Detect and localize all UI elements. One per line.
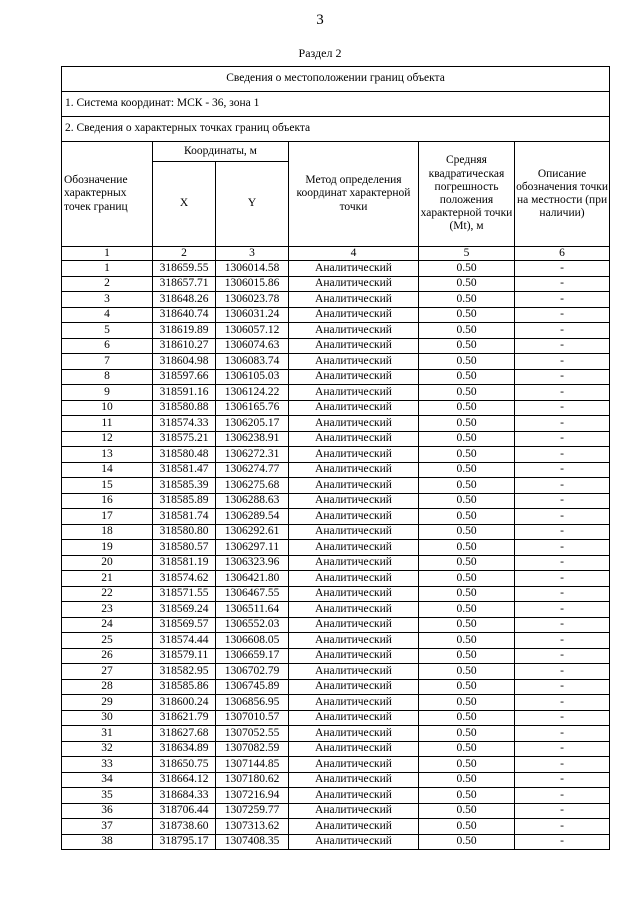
coord-x: 318580.88 [153,400,216,416]
description: - [515,385,610,401]
method: Аналитический [289,447,419,463]
mean-error: 0.50 [419,323,515,339]
method: Аналитический [289,664,419,680]
coord-x: 318580.57 [153,540,216,556]
table-row [62,354,610,370]
coord-y: 1306297.11 [216,540,289,556]
description: - [515,819,610,835]
point-number: 25 [62,633,153,649]
coord-x: 318610.27 [153,338,216,354]
coord-x: 318634.89 [153,741,216,757]
mean-error: 0.50 [419,478,515,494]
mean-error: 0.50 [419,586,515,602]
coord-x: 318571.55 [153,586,216,602]
coord-x: 318664.12 [153,772,216,788]
coord-y: 1306552.03 [216,617,289,633]
coord-x: 318706.44 [153,803,216,819]
table-row [62,307,610,323]
method: Аналитический [289,757,419,773]
mean-error: 0.50 [419,757,515,773]
point-number: 22 [62,586,153,602]
table-row [62,772,610,788]
table-row [62,292,610,308]
section-title: Раздел 2 [298,46,342,60]
point-number: 30 [62,710,153,726]
mean-error: 0.50 [419,369,515,385]
method: Аналитический [289,571,419,587]
coord-x: 318657.71 [153,276,216,292]
mean-error: 0.50 [419,819,515,835]
coord-y: 1306745.89 [216,679,289,695]
coord-x: 318581.47 [153,462,216,478]
coord-x: 318627.68 [153,726,216,742]
coord-y: 1307144.85 [216,757,289,773]
method: Аналитический [289,648,419,664]
coord-y: 1306023.78 [216,292,289,308]
description: - [515,493,610,509]
description: - [515,509,610,525]
table-row [62,571,610,587]
point-number: 1 [62,261,153,277]
header-x: X [153,162,216,247]
mean-error: 0.50 [419,633,515,649]
table-row [62,664,610,680]
method: Аналитический [289,431,419,447]
description: - [515,726,610,742]
description: - [515,834,610,850]
method: Аналитический [289,276,419,292]
coord-x: 318640.74 [153,307,216,323]
coord-y: 1306238.91 [216,431,289,447]
point-number: 7 [62,354,153,370]
point-number: 13 [62,447,153,463]
mean-error: 0.50 [419,741,515,757]
coord-x: 318574.62 [153,571,216,587]
coord-y: 1306421.80 [216,571,289,587]
table-row [62,710,610,726]
mean-error: 0.50 [419,803,515,819]
description: - [515,416,610,432]
header-point-designation: Обозначение характерных точек границ [62,142,153,247]
point-number: 16 [62,493,153,509]
mean-error: 0.50 [419,571,515,587]
point-number: 38 [62,834,153,850]
coord-x: 318575.21 [153,431,216,447]
boundary-points-table [61,66,610,850]
coord-y: 1306205.17 [216,416,289,432]
mean-error: 0.50 [419,664,515,680]
coord-x: 318580.80 [153,524,216,540]
point-number: 33 [62,757,153,773]
coord-y: 1306275.68 [216,478,289,494]
coord-x: 318574.44 [153,633,216,649]
point-number: 9 [62,385,153,401]
coord-y: 1307313.62 [216,819,289,835]
table-row [62,695,610,711]
table-row [62,509,610,525]
coord-x: 318574.33 [153,416,216,432]
header-coordinates: Координаты, м [153,142,289,162]
description: - [515,664,610,680]
coord-x: 318579.11 [153,648,216,664]
coord-y: 1306289.54 [216,509,289,525]
table-row [62,369,610,385]
mean-error: 0.50 [419,493,515,509]
method: Аналитический [289,788,419,804]
point-number: 6 [62,338,153,354]
mean-error: 0.50 [419,447,515,463]
method: Аналитический [289,292,419,308]
method: Аналитический [289,323,419,339]
coord-y: 1306074.63 [216,338,289,354]
point-number: 11 [62,416,153,432]
method: Аналитический [289,493,419,509]
table-row [62,586,610,602]
point-number: 26 [62,648,153,664]
mean-error: 0.50 [419,354,515,370]
column-number: 1 [62,247,153,261]
mean-error: 0.50 [419,509,515,525]
table-row [62,385,610,401]
description: - [515,369,610,385]
mean-error: 0.50 [419,540,515,556]
column-number: 5 [419,247,515,261]
description: - [515,307,610,323]
table-row [62,540,610,556]
coord-y: 1306057.12 [216,323,289,339]
description: - [515,462,610,478]
table-row [62,447,610,463]
description: - [515,586,610,602]
description: - [515,803,610,819]
column-number-row [62,247,610,261]
method: Аналитический [289,400,419,416]
description: - [515,602,610,618]
column-number: 2 [153,247,216,261]
point-number: 2 [62,276,153,292]
method: Аналитический [289,462,419,478]
mean-error: 0.50 [419,710,515,726]
description: - [515,679,610,695]
point-number: 29 [62,695,153,711]
mean-error: 0.50 [419,400,515,416]
table-row [62,555,610,571]
coord-y: 1306702.79 [216,664,289,680]
mean-error: 0.50 [419,385,515,401]
description: - [515,695,610,711]
method: Аналитический [289,772,419,788]
table-row [62,478,610,494]
table-row [62,726,610,742]
header-mean-error: Средняя квадратическая погрешность положения характерной точки (Mt), м [419,142,515,247]
method: Аналитический [289,261,419,277]
point-number: 15 [62,478,153,494]
method: Аналитический [289,354,419,370]
coord-y: 1306659.17 [216,648,289,664]
coord-x: 318684.33 [153,788,216,804]
description: - [515,757,610,773]
point-number: 36 [62,803,153,819]
column-number: 3 [216,247,289,261]
coord-y: 1306124.22 [216,385,289,401]
column-number: 4 [289,247,419,261]
method: Аналитический [289,416,419,432]
coord-y: 1307216.94 [216,788,289,804]
mean-error: 0.50 [419,648,515,664]
table-row [62,493,610,509]
points-section-title: 2. Сведения о характерных точках границ объекта [62,117,610,142]
point-number: 27 [62,664,153,680]
coord-y: 1306467.55 [216,586,289,602]
point-number: 17 [62,509,153,525]
coord-x: 318619.89 [153,323,216,339]
method: Аналитический [289,741,419,757]
coord-x: 318585.89 [153,493,216,509]
point-number: 10 [62,400,153,416]
table-row [62,788,610,804]
coord-x: 318604.98 [153,354,216,370]
table-row [62,602,610,618]
coord-x: 318591.16 [153,385,216,401]
point-number: 31 [62,726,153,742]
method: Аналитический [289,369,419,385]
page-number: 3 [316,12,324,28]
coord-y: 1307082.59 [216,741,289,757]
method: Аналитический [289,617,419,633]
header-y: Y [216,162,289,247]
method: Аналитический [289,478,419,494]
table-row [62,416,610,432]
method: Аналитический [289,524,419,540]
method: Аналитический [289,834,419,850]
coord-y: 1307180.62 [216,772,289,788]
description: - [515,524,610,540]
method: Аналитический [289,509,419,525]
coord-y: 1306015.86 [216,276,289,292]
description: - [515,338,610,354]
method: Аналитический [289,602,419,618]
table-title: Сведения о местоположении границ объекта [62,67,610,92]
mean-error: 0.50 [419,261,515,277]
description: - [515,571,610,587]
table-row [62,323,610,339]
description: - [515,292,610,308]
method: Аналитический [289,307,419,323]
description: - [515,741,610,757]
coord-x: 318582.95 [153,664,216,680]
coord-y: 1306165.76 [216,400,289,416]
point-number: 37 [62,819,153,835]
coord-x: 318597.66 [153,369,216,385]
point-number: 5 [62,323,153,339]
coord-x: 318581.74 [153,509,216,525]
description: - [515,276,610,292]
coord-y: 1307052.55 [216,726,289,742]
mean-error: 0.50 [419,338,515,354]
mean-error: 0.50 [419,834,515,850]
coord-system: 1. Система координат: МСК - 36, зона 1 [62,92,610,117]
table-row [62,819,610,835]
coord-y: 1306292.61 [216,524,289,540]
point-number: 3 [62,292,153,308]
mean-error: 0.50 [419,292,515,308]
point-number: 18 [62,524,153,540]
coord-x: 318795.17 [153,834,216,850]
mean-error: 0.50 [419,555,515,571]
coord-y: 1307408.35 [216,834,289,850]
coord-x: 318569.57 [153,617,216,633]
description: - [515,400,610,416]
mean-error: 0.50 [419,524,515,540]
table-row [62,261,610,277]
table-row [62,633,610,649]
coord-y: 1306105.03 [216,369,289,385]
point-number: 24 [62,617,153,633]
coord-x: 318650.75 [153,757,216,773]
description: - [515,633,610,649]
coord-x: 318600.24 [153,695,216,711]
point-number: 19 [62,540,153,556]
coord-y: 1306608.05 [216,633,289,649]
coord-y: 1306272.31 [216,447,289,463]
table-row [62,648,610,664]
point-number: 32 [62,741,153,757]
point-number: 20 [62,555,153,571]
point-number: 8 [62,369,153,385]
table-row [62,741,610,757]
mean-error: 0.50 [419,695,515,711]
coord-x: 318648.26 [153,292,216,308]
method: Аналитический [289,679,419,695]
table-row [62,757,610,773]
coord-x: 318581.19 [153,555,216,571]
coord-x: 318659.55 [153,261,216,277]
method: Аналитический [289,710,419,726]
table-row [62,834,610,850]
table-row [62,617,610,633]
mean-error: 0.50 [419,307,515,323]
description: - [515,323,610,339]
mean-error: 0.50 [419,462,515,478]
description: - [515,617,610,633]
description: - [515,478,610,494]
point-number: 34 [62,772,153,788]
point-number: 35 [62,788,153,804]
header-description: Описание обозначения точки на местности (при наличии) [515,142,610,247]
point-number: 23 [62,602,153,618]
table-row [62,462,610,478]
coord-y: 1307259.77 [216,803,289,819]
method: Аналитический [289,695,419,711]
table-row [62,679,610,695]
mean-error: 0.50 [419,276,515,292]
point-number: 14 [62,462,153,478]
mean-error: 0.50 [419,431,515,447]
mean-error: 0.50 [419,617,515,633]
method: Аналитический [289,803,419,819]
mean-error: 0.50 [419,788,515,804]
coord-x: 318585.86 [153,679,216,695]
coord-y: 1306323.96 [216,555,289,571]
point-number: 21 [62,571,153,587]
method: Аналитический [289,540,419,556]
coord-y: 1306083.74 [216,354,289,370]
description: - [515,447,610,463]
coord-x: 318621.79 [153,710,216,726]
method: Аналитический [289,633,419,649]
header-method: Метод определения координат характерной точки [289,142,419,247]
mean-error: 0.50 [419,416,515,432]
coord-x: 318580.48 [153,447,216,463]
description: - [515,261,610,277]
method: Аналитический [289,586,419,602]
mean-error: 0.50 [419,602,515,618]
description: - [515,354,610,370]
coord-y: 1306031.24 [216,307,289,323]
table-row [62,803,610,819]
description: - [515,540,610,556]
method: Аналитический [289,385,419,401]
mean-error: 0.50 [419,772,515,788]
coord-x: 318585.39 [153,478,216,494]
table-row [62,524,610,540]
description: - [515,431,610,447]
coord-x: 318738.60 [153,819,216,835]
column-number: 6 [515,247,610,261]
description: - [515,555,610,571]
coord-y: 1306288.63 [216,493,289,509]
method: Аналитический [289,819,419,835]
description: - [515,772,610,788]
coord-y: 1306014.58 [216,261,289,277]
description: - [515,648,610,664]
point-number: 12 [62,431,153,447]
mean-error: 0.50 [419,679,515,695]
point-number: 28 [62,679,153,695]
coord-y: 1306856.95 [216,695,289,711]
coord-y: 1306511.64 [216,602,289,618]
point-number: 4 [62,307,153,323]
method: Аналитический [289,338,419,354]
method: Аналитический [289,726,419,742]
table-row [62,431,610,447]
table-row [62,276,610,292]
description: - [515,788,610,804]
table-row [62,400,610,416]
description: - [515,710,610,726]
coord-x: 318569.24 [153,602,216,618]
coord-y: 1306274.77 [216,462,289,478]
coord-y: 1307010.57 [216,710,289,726]
mean-error: 0.50 [419,726,515,742]
method: Аналитический [289,555,419,571]
table-row [62,338,610,354]
